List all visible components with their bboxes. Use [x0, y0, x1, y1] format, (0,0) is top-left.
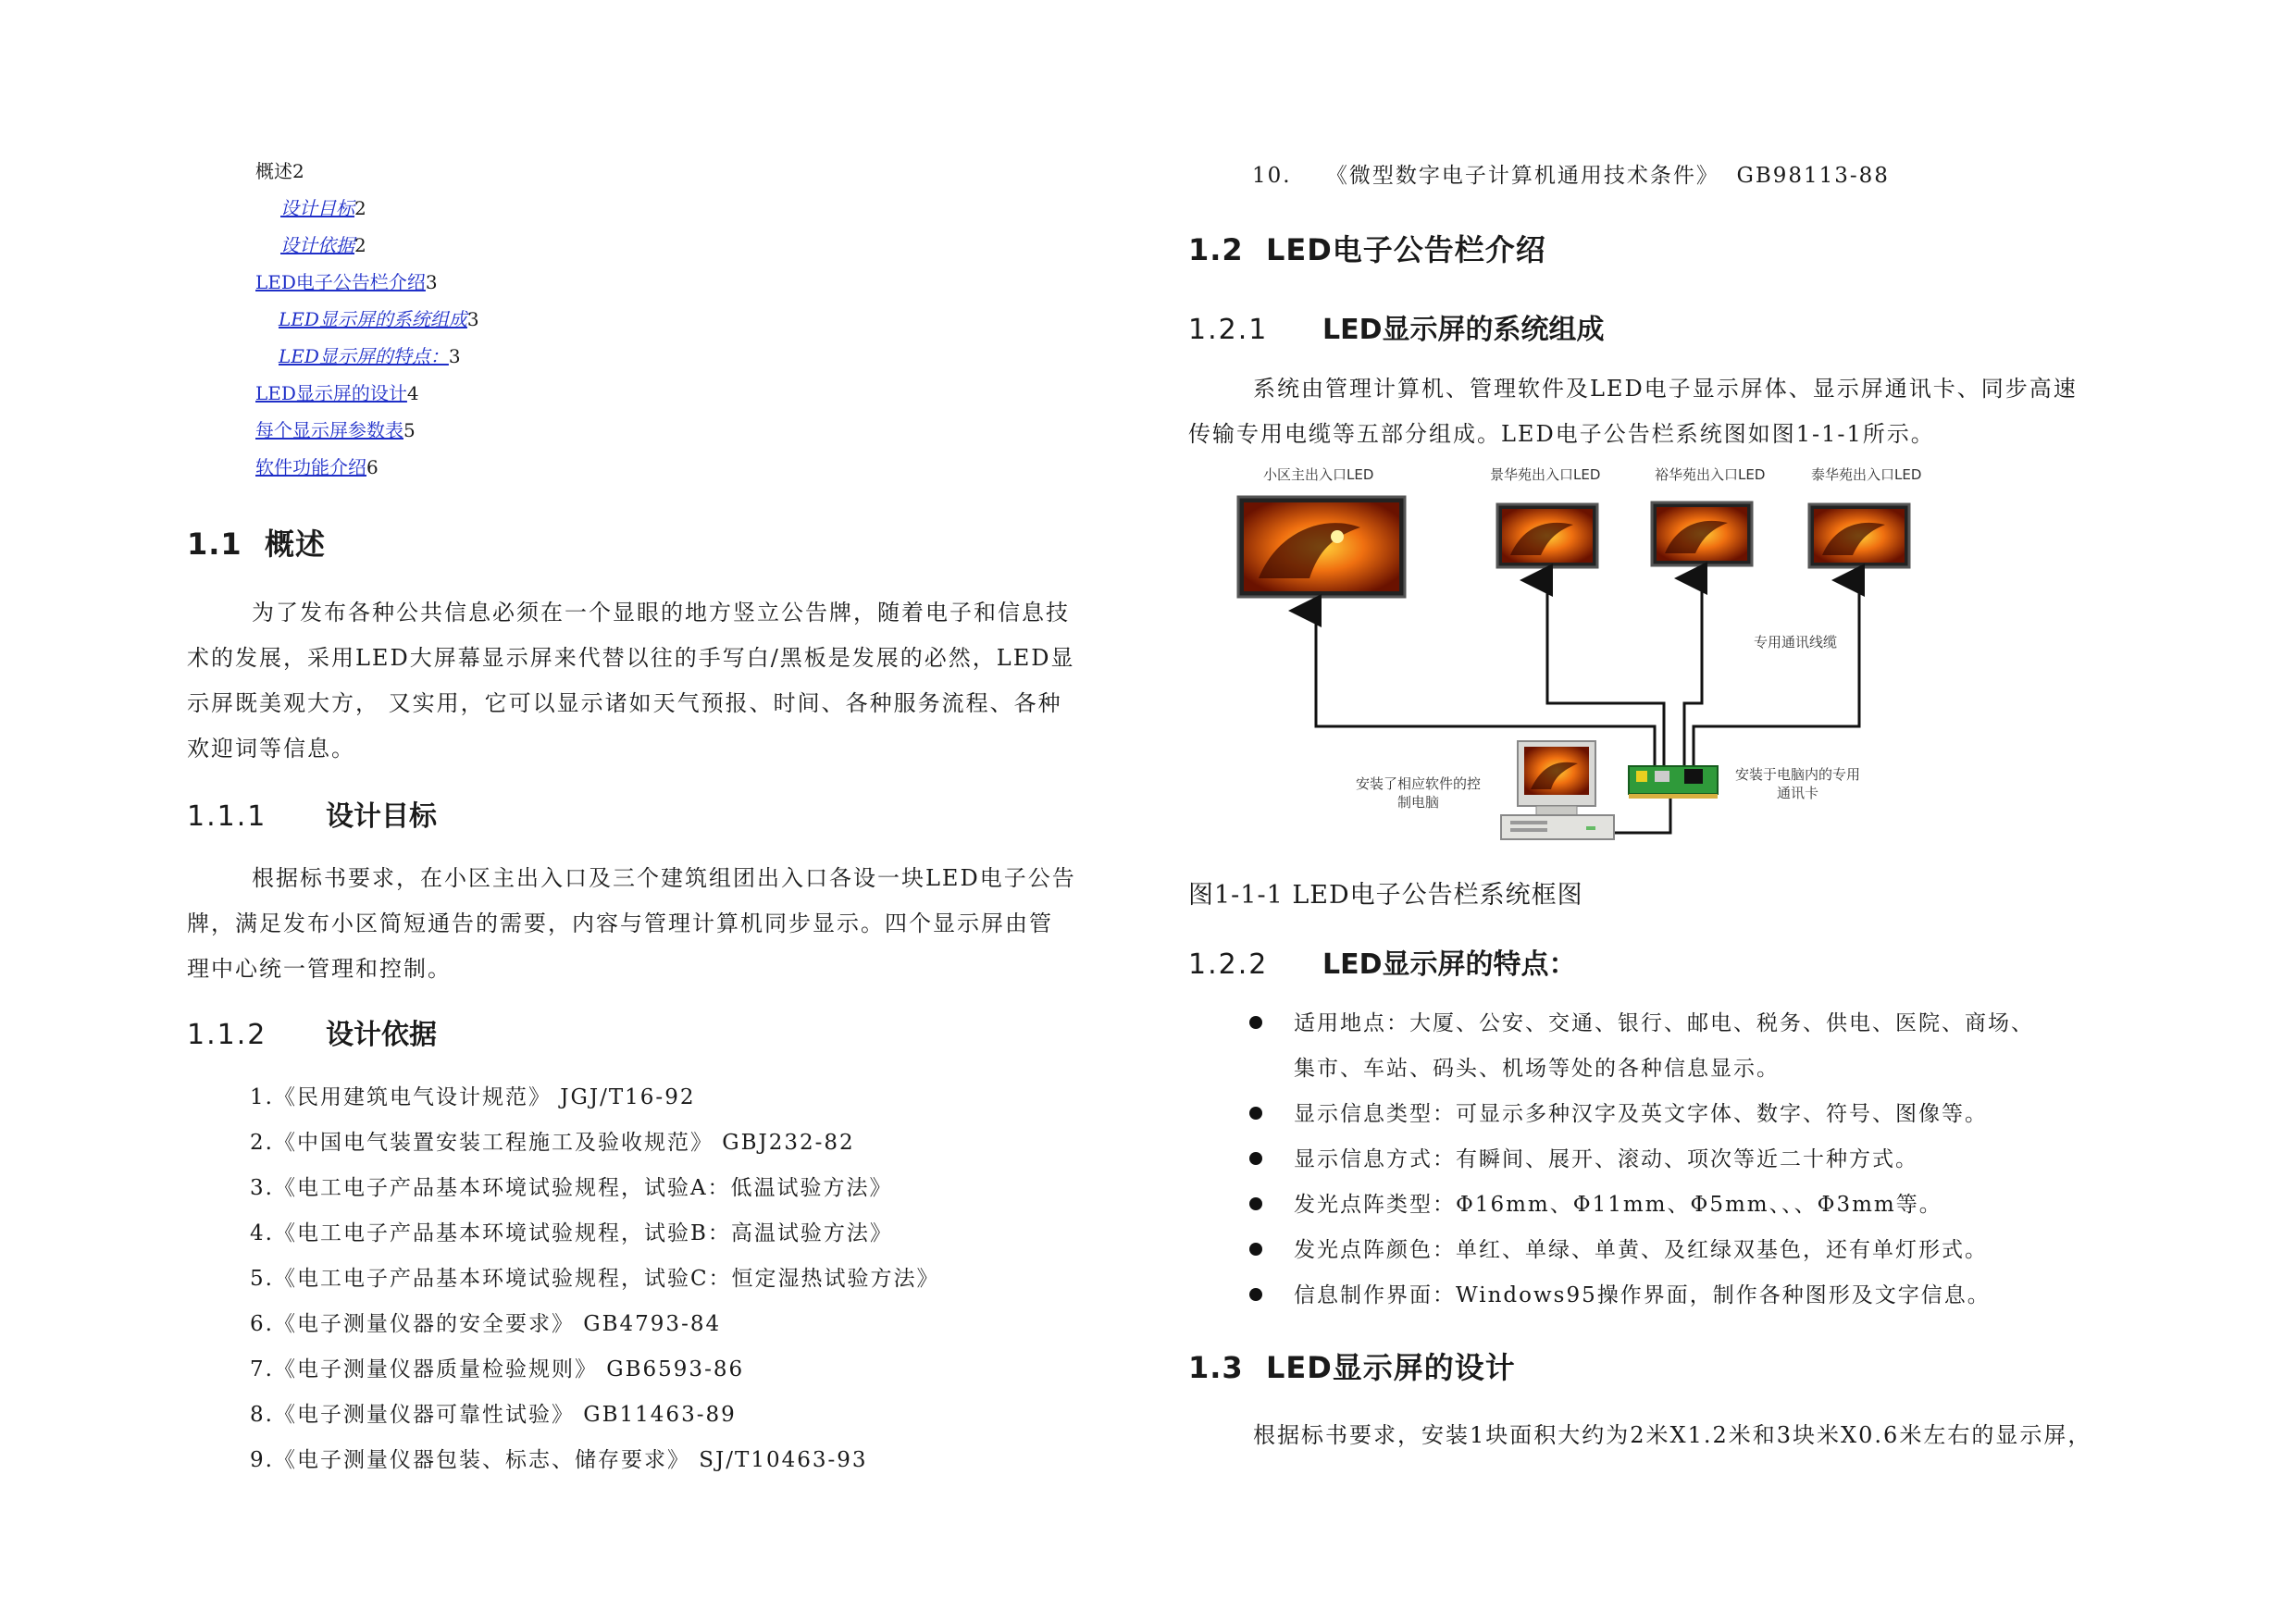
list-item: 2.《中国电气装置安装工程施工及验收规范》 GBJ232-82 [250, 1131, 855, 1155]
screen-label: 小区主出入口LED [1263, 466, 1374, 483]
text-line: 根据标书要求，在小区主出入口及三个建筑组团出入口各设一块LED电子公告 [252, 865, 1076, 891]
reference-list [250, 1075, 940, 1483]
pc-label: 安装了相应软件的控 制电脑 [1356, 775, 1482, 811]
list-item: 3.《电工电子产品基本环境试验规程，试验A：低温试验方法》 [250, 1176, 893, 1200]
toc-item[interactable] [255, 153, 479, 190]
text-line: 信息制作界面：Windows95操作界面，制作各种图形及文字信息。 [1294, 1283, 1991, 1307]
led-screen-taihua [1809, 504, 1909, 567]
feature-list [1249, 1001, 2034, 1319]
list-item: 1.《民用建筑电气设计规范》 JGJ/T16-92 [250, 1085, 696, 1109]
bullet-icon [1249, 1107, 1262, 1120]
text-line: 发光点阵颜色：单红、单绿、单黄、及红绿双基色，还有单灯形式。 [1294, 1238, 1988, 1262]
toc-label: 概述 [255, 160, 292, 182]
toc-page: 3 [448, 345, 461, 367]
section-heading-1-2 [1188, 227, 1546, 269]
list-item [1249, 1137, 2034, 1183]
list-item [1249, 1273, 2034, 1319]
paragraph-design-goal [187, 856, 1122, 992]
section-number: 1.3 [1188, 1350, 1244, 1385]
toc-link[interactable]: 软件功能介绍 [255, 456, 366, 478]
toc-page: 5 [403, 419, 416, 441]
toc-page: 2 [292, 160, 304, 182]
text-line: 系统由管理计算机、管理软件及LED电子显示屏体、显示屏通讯卡、同步高速 [1253, 376, 2078, 402]
section-heading-1-1-1 [187, 793, 437, 834]
text-line: 欢迎词等信息。 [187, 736, 355, 762]
list-item: 8.《电子测量仪器可靠性试验》 GB11463-89 [250, 1403, 737, 1427]
toc-link[interactable]: 每个显示屏参数表 [255, 419, 403, 441]
toc-item[interactable] [255, 227, 479, 264]
section-title: LED显示屏的特点： [1322, 948, 1577, 981]
text-line: 理中心统一管理和控制。 [187, 956, 452, 982]
text-line: 牌，满足发布小区简短通告的需要，内容与管理计算机同步显示。四个显示屏由管 [187, 911, 1053, 936]
table-of-contents [255, 153, 479, 486]
toc-page: 4 [406, 382, 419, 404]
text-line: 适用地点：大厦、公安、交通、银行、邮电、税务、供电、医院、商场、 [1294, 1011, 2034, 1035]
text-line: 显示信息方式：有瞬间、展开、滚动、项次等近二十种方式。 [1294, 1147, 1918, 1171]
section-title: 概述 [264, 527, 326, 562]
text-line: 术的发展，采用LED大屏幕显示屏来代替以往的手写白/黑板是发展的必然，LED显 [187, 645, 1075, 671]
text-line: 根据标书要求，安装1块面积大约为2米X1.2米和3块米X0.6米左右的显示屏， [1253, 1422, 2092, 1448]
toc-link[interactable]: LED显示屏的系统组成 [279, 308, 467, 330]
text-line: 发光点阵类型：Φ16mm、Φ11mm、Φ5mm、、、Φ3mm等。 [1294, 1193, 1942, 1217]
list-item: 6.《电子测量仪器的安全要求》 GB4793-84 [250, 1312, 722, 1336]
list-item [1249, 1183, 2034, 1228]
toc-page: 2 [354, 197, 366, 219]
section-heading-1-2-2 [1188, 941, 1577, 982]
screen-label: 泰华苑出入口LED [1811, 466, 1922, 483]
text-line: 集市、车站、码头、机场等处的各种信息显示。 [1294, 1057, 1780, 1081]
list-item: 7.《电子测量仪器质量检验规则》 GB6593-86 [250, 1357, 745, 1381]
toc-page: 3 [466, 308, 479, 330]
text-line: 显示信息类型：可显示多种汉字及英文字体、数字、符号、图像等。 [1294, 1102, 1988, 1126]
section-heading-1-3 [1188, 1344, 1516, 1387]
led-screen-jinghua [1497, 504, 1597, 567]
screen-label: 裕华苑出入口LED [1655, 466, 1766, 483]
section-number: 1.1 [187, 527, 242, 562]
section-title: 设计依据 [326, 1019, 437, 1051]
text-line: 示屏既美观大方， 又实用，它可以显示诸如天气预报、时间、各种服务流程、各种 [187, 690, 1062, 716]
reference-list-continued [1252, 154, 1890, 199]
toc-item[interactable] [255, 301, 479, 338]
toc-link[interactable]: LED显示屏的设计 [255, 382, 407, 404]
list-item: 10. 《微型数字电子计算机通用技术条件》 GB98113-88 [1252, 164, 1890, 188]
section-title: LED显示屏的设计 [1265, 1350, 1516, 1385]
led-screen-main [1238, 497, 1405, 597]
screen-label: 景华苑出入口LED [1490, 466, 1601, 483]
led-screen-yuhua [1652, 502, 1752, 565]
toc-item[interactable] [255, 449, 479, 486]
system-diagram [1222, 458, 1999, 870]
bullet-icon [1249, 1016, 1262, 1029]
toc-item[interactable] [255, 338, 479, 375]
card-label: 安装于电脑内的专用 通讯卡 [1735, 766, 1861, 801]
communication-card [1629, 766, 1718, 799]
text-line: 传输专用电缆等五部分组成。LED电子公告栏系统图如图1-1-1所示。 [1188, 421, 1935, 447]
section-title: LED电子公告栏介绍 [1265, 232, 1546, 267]
list-item [1249, 1001, 2034, 1092]
section-title: LED显示屏的系统组成 [1322, 314, 1605, 346]
text-line: 为了发布各种公共信息必须在一个显眼的地方竖立公告牌，随着电子和信息技 [252, 600, 1070, 626]
toc-item[interactable] [255, 190, 479, 227]
section-heading-1-1 [187, 521, 326, 564]
toc-item[interactable] [255, 264, 479, 301]
bullet-icon [1249, 1288, 1262, 1301]
toc-page: 3 [425, 271, 438, 293]
cable-label: 专用通讯线缆 [1754, 634, 1838, 650]
paragraph-system-composition [1188, 366, 2123, 457]
figure-caption: 图1-1-1 LED电子公告栏系统框图 [1188, 881, 1583, 910]
section-title: 设计目标 [326, 800, 437, 833]
section-number: 1.1.2 [187, 1019, 267, 1051]
section-heading-1-2-1 [1188, 306, 1605, 347]
bullet-icon [1249, 1152, 1262, 1165]
list-item [1249, 1092, 2034, 1137]
list-item [1249, 1228, 2034, 1273]
toc-page: 2 [354, 234, 366, 256]
section-number: 1.1.1 [187, 800, 267, 833]
toc-link[interactable]: 设计依据 [280, 234, 354, 256]
list-item: 4.《电工电子产品基本环境试验规程，试验B：高温试验方法》 [250, 1221, 893, 1245]
diagram-graphics [1222, 458, 1999, 870]
section-number: 1.2 [1188, 232, 1244, 267]
control-computer [1501, 741, 1614, 839]
section-heading-1-1-2 [187, 1011, 437, 1052]
list-item: 5.《电工电子产品基本环境试验规程，试验C：恒定湿热试验方法》 [250, 1267, 940, 1291]
toc-link[interactable]: 设计目标 [280, 197, 354, 219]
toc-item[interactable] [255, 375, 479, 412]
paragraph-led-design [1188, 1413, 2123, 1458]
paragraph-overview [187, 590, 1122, 772]
bullet-icon [1249, 1243, 1262, 1256]
bullet-icon [1249, 1197, 1262, 1210]
toc-link[interactable]: LED电子公告栏介绍 [255, 271, 426, 293]
toc-item[interactable] [255, 412, 479, 449]
section-number: 1.2.2 [1188, 948, 1269, 981]
toc-page: 6 [366, 456, 379, 478]
toc-link[interactable]: LED显示屏的特点： [279, 345, 449, 367]
section-number: 1.2.1 [1188, 314, 1269, 346]
list-item: 9.《电子测量仪器包装、标志、储存要求》 SJ/T10463-93 [250, 1448, 868, 1472]
